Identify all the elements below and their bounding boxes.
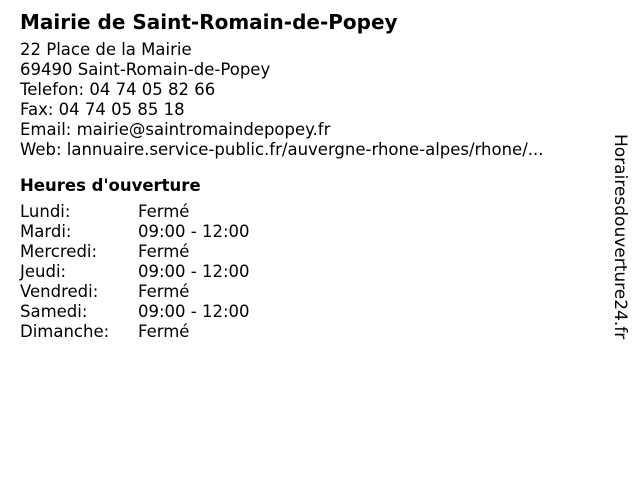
phone-line: Telefon: 04 74 05 82 66: [20, 80, 216, 99]
hours-row-tuesday: [20, 222, 600, 242]
hours-row-saturday: [20, 302, 600, 322]
site-watermark: Horairesdouverture24.fr: [610, 134, 630, 340]
day-label: Vendredi:: [20, 282, 99, 301]
email-line: Email: mairie@saintromaindepopey.fr: [20, 120, 331, 139]
fax-line: Fax: 04 74 05 85 18: [20, 100, 185, 119]
day-hours: Fermé: [138, 282, 190, 301]
hours-table: [20, 202, 600, 342]
day-hours: 09:00 - 12:00: [138, 222, 250, 241]
day-hours: Fermé: [138, 322, 190, 341]
address-city: 69490 Saint-Romain-de-Popey: [20, 60, 271, 79]
day-label: Mardi:: [20, 222, 72, 241]
day-hours: 09:00 - 12:00: [138, 262, 250, 281]
hours-row-sunday: [20, 322, 600, 342]
hours-row-thursday: [20, 262, 600, 282]
day-label: Samedi:: [20, 302, 88, 321]
web-line: Web: lannuaire.service-public.fr/auvergne-rhone-alpes/rhone/...: [20, 140, 544, 159]
hours-row-monday: [20, 202, 600, 222]
address-street: 22 Place de la Mairie: [20, 40, 192, 59]
day-label: Lundi:: [20, 202, 71, 221]
day-hours: 09:00 - 12:00: [138, 302, 250, 321]
hours-heading: Heures d'ouverture: [20, 176, 201, 195]
day-label: Jeudi:: [20, 262, 67, 281]
day-label: Mercredi:: [20, 242, 98, 261]
day-label: Dimanche:: [20, 322, 110, 341]
contact-block: [20, 40, 600, 160]
hours-row-wednesday: [20, 242, 600, 262]
day-hours: Fermé: [138, 242, 190, 261]
page-title: Mairie de Saint-Romain-de-Popey: [20, 10, 398, 34]
hours-row-friday: [20, 282, 600, 302]
listing-card: [20, 8, 600, 342]
day-hours: Fermé: [138, 202, 190, 221]
